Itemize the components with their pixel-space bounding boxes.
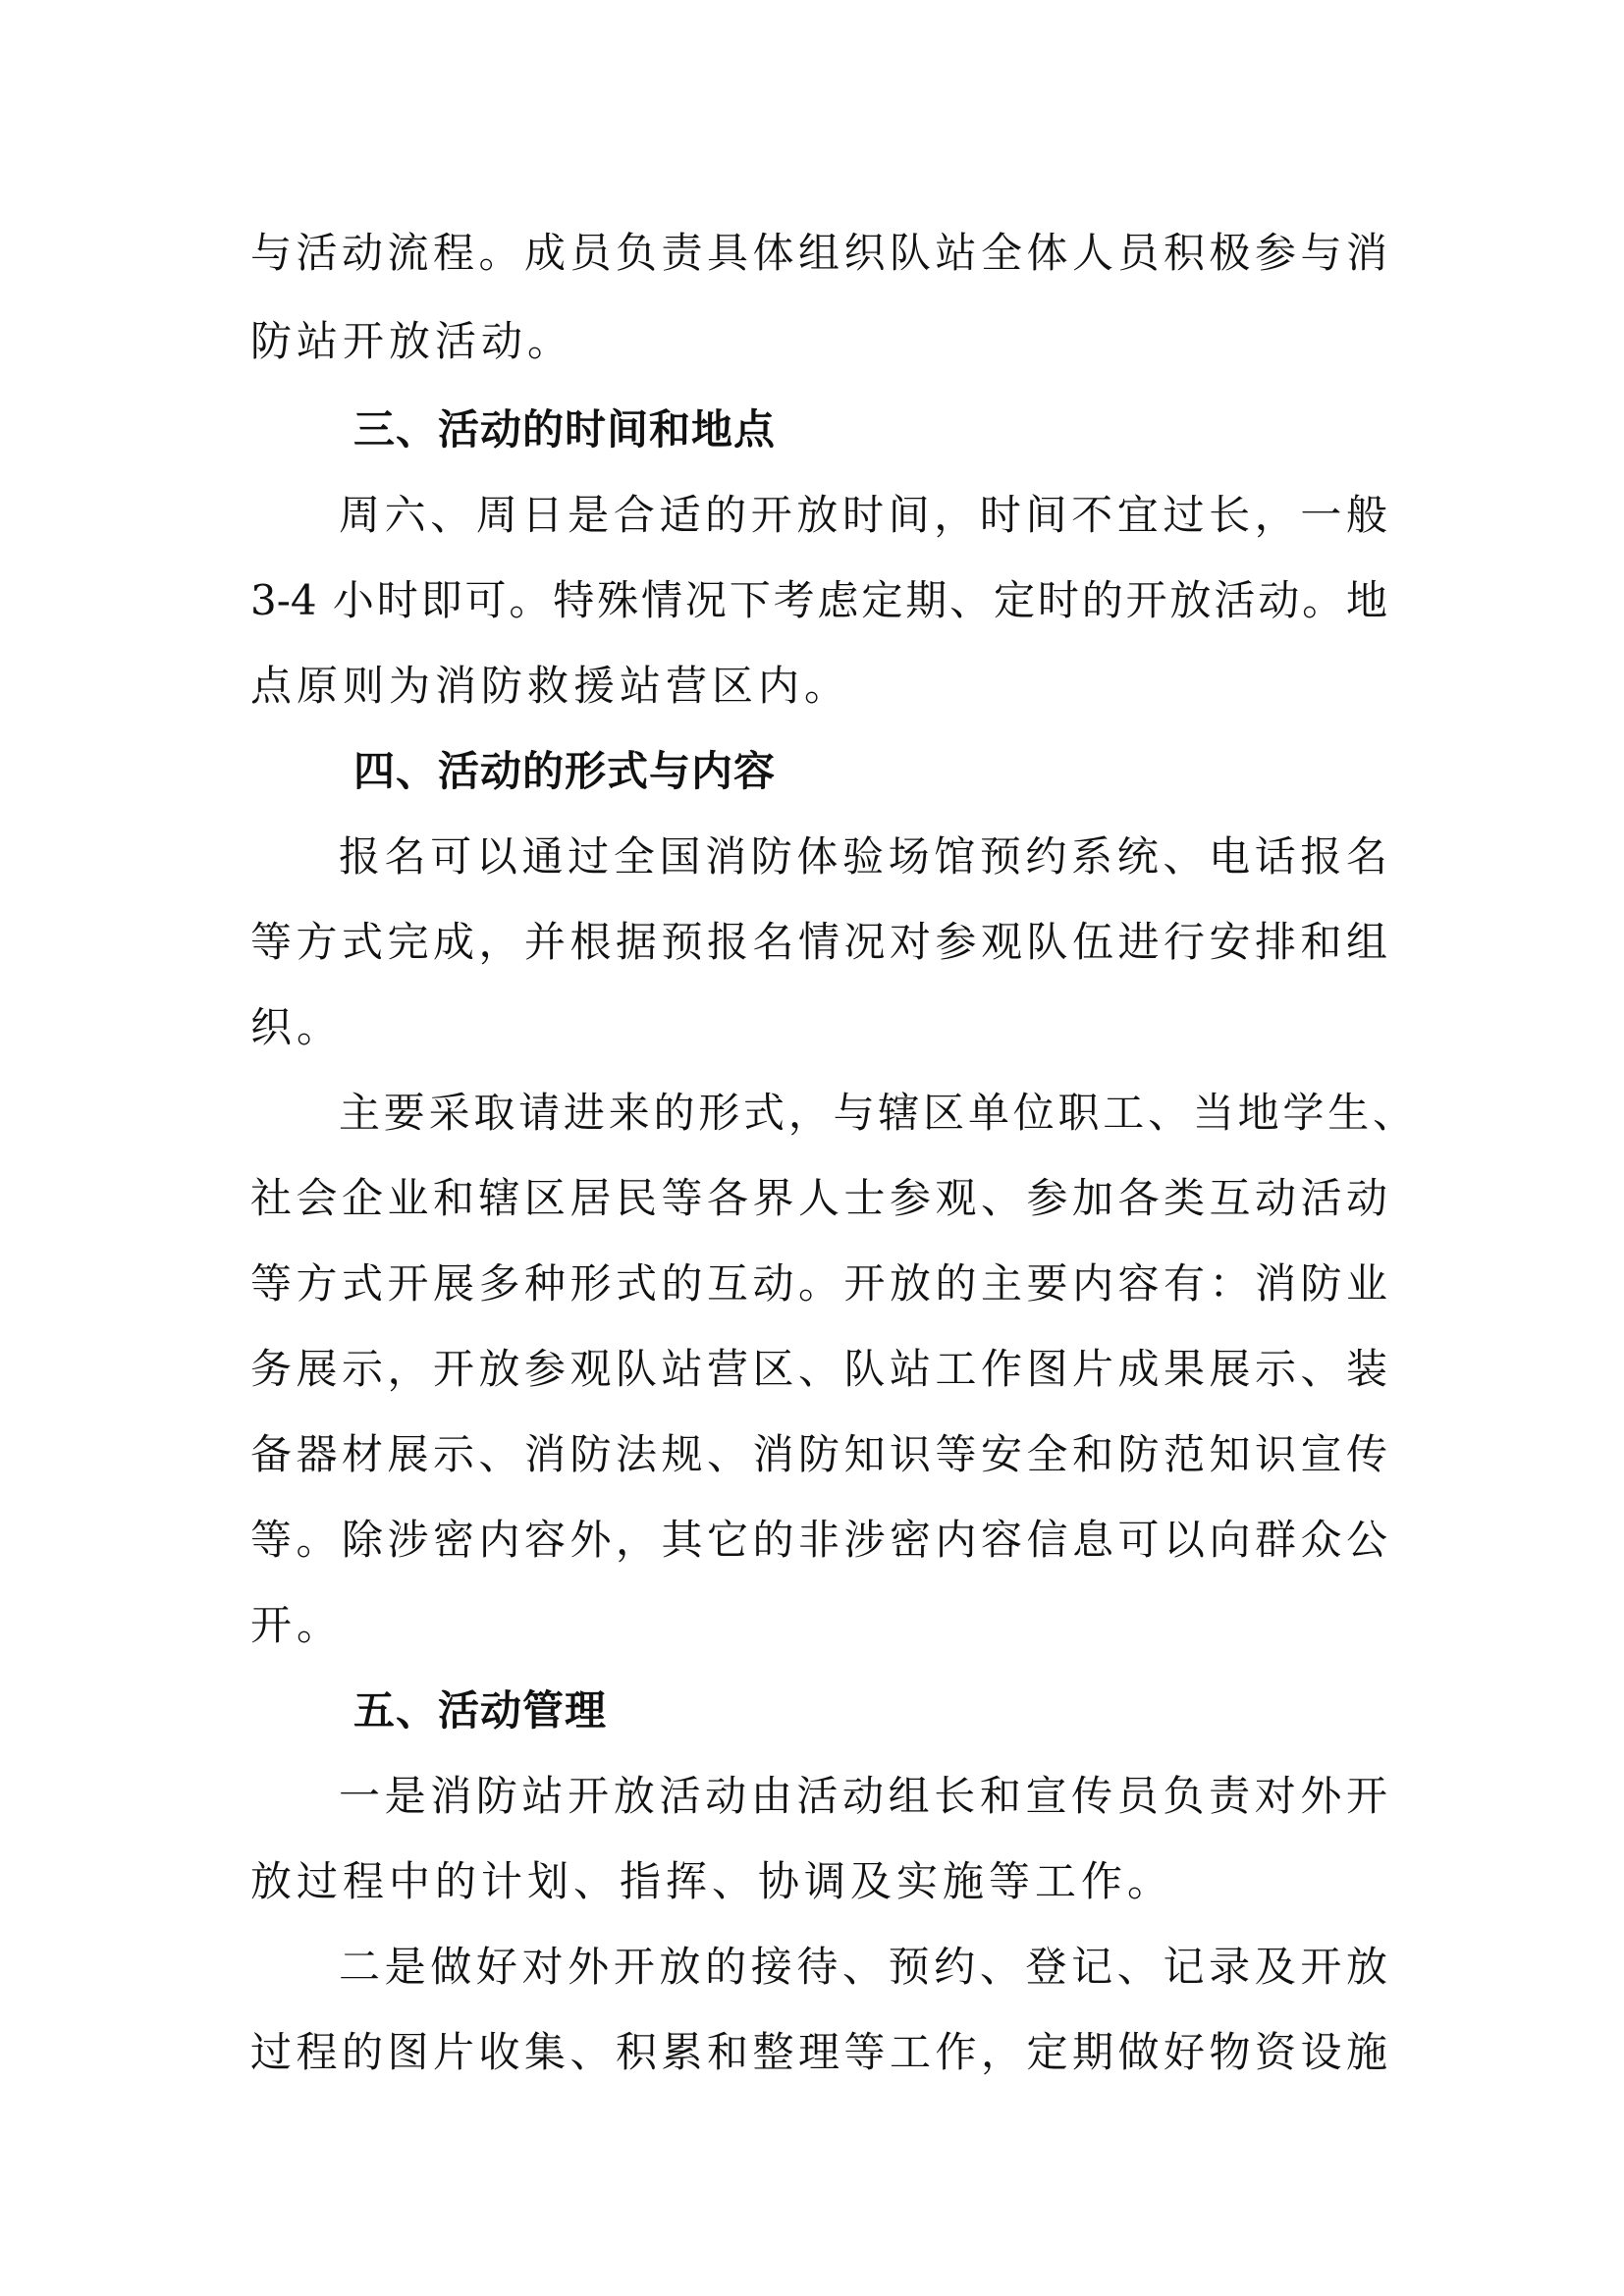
paragraph-line: 务展示，开放参观队站营区、队站工作图片成果展示、装 [250, 1345, 1387, 1393]
paragraph-line: 等方式完成，并根据预报名情况对参观队伍进行安排和组 [250, 918, 1387, 966]
paragraph-line: 3-4 小时即可。特殊情况下考虑定期、定时的开放活动。地 [250, 576, 1387, 624]
paragraph-line: 二是做好对外开放的接待、预约、登记、记录及开放 [339, 1943, 1387, 1991]
paragraph-line: 点原则为消防救援站营区内。 [250, 662, 851, 710]
paragraph-line: 报名可以通过全国消防体验场馆预约系统、电话报名 [339, 832, 1387, 881]
paragraph-line: 过程的图片收集、积累和整理等工作，定期做好物资设施 [250, 2028, 1387, 2076]
paragraph-line: 一是消防站开放活动由活动组长和宣传员负责对外开 [339, 1772, 1387, 1820]
paragraph-line: 主要采取请进来的形式，与辖区单位职工、当地学生、 [339, 1089, 1414, 1137]
section-heading: 三、活动的时间和地点 [353, 405, 777, 454]
section-heading: 四、活动的形式与内容 [353, 747, 777, 795]
paragraph-line: 周六、周日是合适的开放时间，时间不宜过长，一般 [339, 491, 1387, 539]
section-heading: 五、活动管理 [353, 1686, 608, 1735]
paragraph-line: 与活动流程。成员负责具体组织队站全体人员积极参与消 [250, 229, 1387, 277]
paragraph-line: 等方式开展多种形式的互动。开放的主要内容有：消防业 [250, 1259, 1387, 1308]
paragraph-line: 社会企业和辖区居民等各界人士参观、参加各类互动活动 [250, 1174, 1387, 1222]
paragraph-line: 开。 [250, 1601, 344, 1649]
paragraph-line: 织。 [250, 1003, 344, 1051]
paragraph-line: 放过程中的计划、指挥、协调及实施等工作。 [250, 1857, 1174, 1905]
paragraph-line: 防站开放活动。 [250, 317, 574, 365]
paragraph-line: 备器材展示、消防法规、消防知识等安全和防范知识宣传 [250, 1430, 1387, 1478]
paragraph-line: 等。除涉密内容外，其它的非涉密内容信息可以向群众公 [250, 1516, 1387, 1564]
